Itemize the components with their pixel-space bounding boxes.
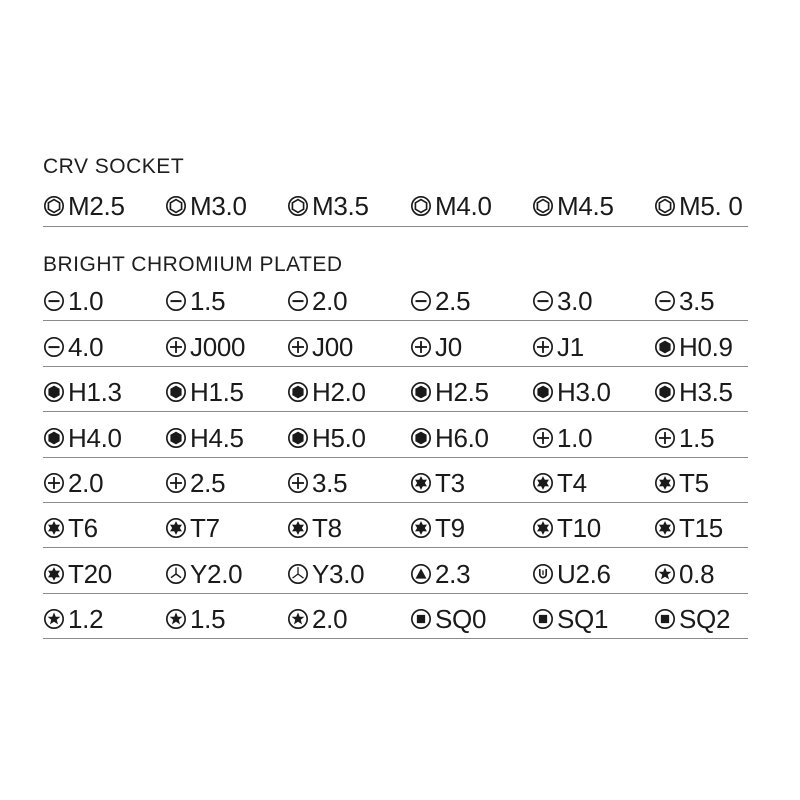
bit-item <box>287 463 347 503</box>
bit-item <box>43 418 122 458</box>
bit-item <box>532 418 592 458</box>
bit-label: 2.0 <box>312 286 348 316</box>
hex-key-icon <box>43 427 65 449</box>
bit-label: H1.3 <box>68 377 122 407</box>
tri-wing-icon <box>165 563 187 585</box>
bit-item <box>287 327 353 367</box>
bit-row <box>43 372 753 412</box>
bit-item <box>165 372 244 412</box>
bit-label: 3.0 <box>557 286 593 316</box>
bit-item <box>410 372 489 412</box>
bit-item <box>410 463 465 503</box>
bit-label: T5 <box>679 468 709 498</box>
bit-label: T8 <box>312 513 342 543</box>
row-divider <box>43 366 748 367</box>
bit-row <box>43 281 753 321</box>
bit-row <box>43 327 753 367</box>
bit-item <box>654 508 723 548</box>
bit-item <box>654 372 733 412</box>
bit-item <box>43 372 122 412</box>
square-icon <box>654 608 676 630</box>
bit-item <box>43 463 103 503</box>
phillips-icon <box>532 336 554 358</box>
bit-item <box>654 554 714 594</box>
torx-icon <box>532 517 554 539</box>
bit-item <box>410 327 462 367</box>
torx-icon <box>43 563 65 585</box>
bit-label: M2.5 <box>68 191 125 221</box>
bit-item <box>410 599 486 639</box>
torx-icon <box>654 472 676 494</box>
bit-label: H6.0 <box>435 423 489 453</box>
bit-label: 1.5 <box>190 286 226 316</box>
bit-label: J1 <box>557 332 584 362</box>
bit-label: 3.5 <box>679 286 715 316</box>
slotted-icon <box>165 290 187 312</box>
bit-label: J0 <box>435 332 462 362</box>
bit-label: T9 <box>435 513 465 543</box>
bit-item <box>43 554 112 594</box>
bit-item <box>287 599 347 639</box>
bit-item <box>532 554 611 594</box>
bit-label: 2.5 <box>190 468 226 498</box>
bit-label: 1.2 <box>68 604 104 634</box>
bit-label: H4.5 <box>190 423 244 453</box>
bit-label: U2.6 <box>557 559 611 589</box>
row-divider <box>43 411 748 412</box>
slotted-icon <box>410 290 432 312</box>
bit-label: 1.5 <box>679 423 715 453</box>
bit-item <box>287 186 369 226</box>
bit-item <box>532 281 592 321</box>
bit-label: T20 <box>68 559 112 589</box>
bit-row <box>43 554 753 594</box>
hex-key-icon <box>410 427 432 449</box>
bit-item <box>43 599 103 639</box>
bit-label: T3 <box>435 468 465 498</box>
bit-item <box>410 554 470 594</box>
bit-item <box>532 372 611 412</box>
bit-row <box>43 463 753 503</box>
bit-label: H1.5 <box>190 377 244 407</box>
hex-key-icon <box>287 427 309 449</box>
bit-label: 1.0 <box>68 286 104 316</box>
bit-item <box>43 281 103 321</box>
row-divider <box>43 547 748 548</box>
slotted-icon <box>654 290 676 312</box>
bit-item <box>287 554 364 594</box>
bit-row <box>43 599 753 639</box>
hex-key-icon <box>165 381 187 403</box>
bit-item <box>165 186 247 226</box>
bit-row <box>43 508 753 548</box>
torx-icon <box>287 517 309 539</box>
bit-label: J000 <box>190 332 246 362</box>
hex-socket-icon <box>287 195 309 217</box>
torx-icon <box>165 517 187 539</box>
hex-socket-icon <box>165 195 187 217</box>
row-divider <box>43 593 748 594</box>
torx-icon <box>410 472 432 494</box>
pentalobe-icon <box>165 608 187 630</box>
bit-label: M3.5 <box>312 191 369 221</box>
bit-label: 2.5 <box>435 286 471 316</box>
bit-label: M4.5 <box>557 191 614 221</box>
bit-label: SQ0 <box>435 604 487 634</box>
bit-item <box>165 554 242 594</box>
bit-row <box>43 186 753 226</box>
bit-item <box>165 508 220 548</box>
bit-label: M5. 0 <box>679 191 743 221</box>
bit-item <box>165 599 225 639</box>
bit-item <box>654 418 714 458</box>
bit-item <box>165 281 225 321</box>
bit-label: SQ2 <box>679 604 731 634</box>
bit-item <box>43 508 98 548</box>
bit-label: T7 <box>190 513 220 543</box>
bit-item <box>287 418 366 458</box>
bit-item <box>43 327 103 367</box>
phillips-icon <box>287 336 309 358</box>
bit-label: H3.0 <box>557 377 611 407</box>
phillips-icon <box>654 427 676 449</box>
hex-key-icon <box>654 381 676 403</box>
pentalobe-icon <box>654 563 676 585</box>
slotted-icon <box>43 290 65 312</box>
bit-item <box>410 508 465 548</box>
row-divider <box>43 226 748 227</box>
bit-label: T6 <box>68 513 98 543</box>
bit-label: Y3.0 <box>312 559 365 589</box>
bit-item <box>532 463 587 503</box>
bit-label: J00 <box>312 332 354 362</box>
bit-label: Y2.0 <box>190 559 243 589</box>
hex-socket-icon <box>43 195 65 217</box>
section-title-bright-chromium-plated: BRIGHT CHROMIUM PLATED <box>43 253 343 276</box>
bit-item <box>654 186 743 226</box>
bit-label: T15 <box>679 513 723 543</box>
hex-socket-icon <box>654 195 676 217</box>
bit-item <box>410 186 492 226</box>
slotted-icon <box>43 336 65 358</box>
pentalobe-icon <box>287 608 309 630</box>
bit-item <box>165 463 225 503</box>
phillips-icon <box>43 472 65 494</box>
torx-icon <box>43 517 65 539</box>
hex-key-icon <box>654 336 676 358</box>
bit-label: H4.0 <box>68 423 122 453</box>
bit-item <box>43 186 125 226</box>
bit-label: H2.5 <box>435 377 489 407</box>
torx-icon <box>532 472 554 494</box>
bit-item <box>287 508 342 548</box>
hex-key-icon <box>43 381 65 403</box>
bit-item <box>165 327 245 367</box>
bit-label: M3.0 <box>190 191 247 221</box>
bit-label: T10 <box>557 513 601 543</box>
bit-item <box>410 281 470 321</box>
bit-label: M4.0 <box>435 191 492 221</box>
bit-label: 2.0 <box>312 604 348 634</box>
bit-label: 1.0 <box>557 423 593 453</box>
torx-icon <box>654 517 676 539</box>
row-divider <box>43 457 748 458</box>
hex-key-icon <box>287 381 309 403</box>
pentalobe-icon <box>43 608 65 630</box>
bit-label: 3.5 <box>312 468 348 498</box>
bit-label: H3.5 <box>679 377 733 407</box>
bit-label: 0.8 <box>679 559 715 589</box>
row-divider <box>43 638 748 639</box>
bit-item <box>165 418 244 458</box>
square-icon <box>410 608 432 630</box>
square-icon <box>532 608 554 630</box>
triangle-icon <box>410 563 432 585</box>
bit-item <box>654 327 733 367</box>
hex-socket-icon <box>410 195 432 217</box>
bit-label: SQ1 <box>557 604 609 634</box>
slotted-icon <box>532 290 554 312</box>
bit-label: 2.3 <box>435 559 471 589</box>
phillips-icon <box>287 472 309 494</box>
section-title-crv-socket: CRV SOCKET <box>43 155 185 178</box>
hex-socket-icon <box>532 195 554 217</box>
row-divider <box>43 502 748 503</box>
bit-row <box>43 418 753 458</box>
bit-label: H2.0 <box>312 377 366 407</box>
bit-item <box>287 372 366 412</box>
bit-label: H0.9 <box>679 332 733 362</box>
hex-key-icon <box>410 381 432 403</box>
bit-item <box>654 281 714 321</box>
hex-key-icon <box>532 381 554 403</box>
phillips-icon <box>410 336 432 358</box>
bit-item <box>532 508 601 548</box>
bit-label: T4 <box>557 468 587 498</box>
u-shape-icon <box>532 563 554 585</box>
bit-label: 4.0 <box>68 332 104 362</box>
phillips-icon <box>532 427 554 449</box>
phillips-icon <box>165 472 187 494</box>
bit-label: H5.0 <box>312 423 366 453</box>
tri-point-icon <box>287 563 309 585</box>
torx-icon <box>410 517 432 539</box>
bit-label: 1.5 <box>190 604 226 634</box>
bit-item <box>532 327 584 367</box>
row-divider <box>43 320 748 321</box>
hex-key-icon <box>165 427 187 449</box>
bit-item <box>532 186 614 226</box>
bit-item <box>532 599 608 639</box>
bit-item <box>410 418 489 458</box>
bit-item <box>287 281 347 321</box>
bit-item <box>654 599 730 639</box>
bit-label: 2.0 <box>68 468 104 498</box>
bit-item <box>654 463 709 503</box>
slotted-icon <box>287 290 309 312</box>
phillips-icon <box>165 336 187 358</box>
